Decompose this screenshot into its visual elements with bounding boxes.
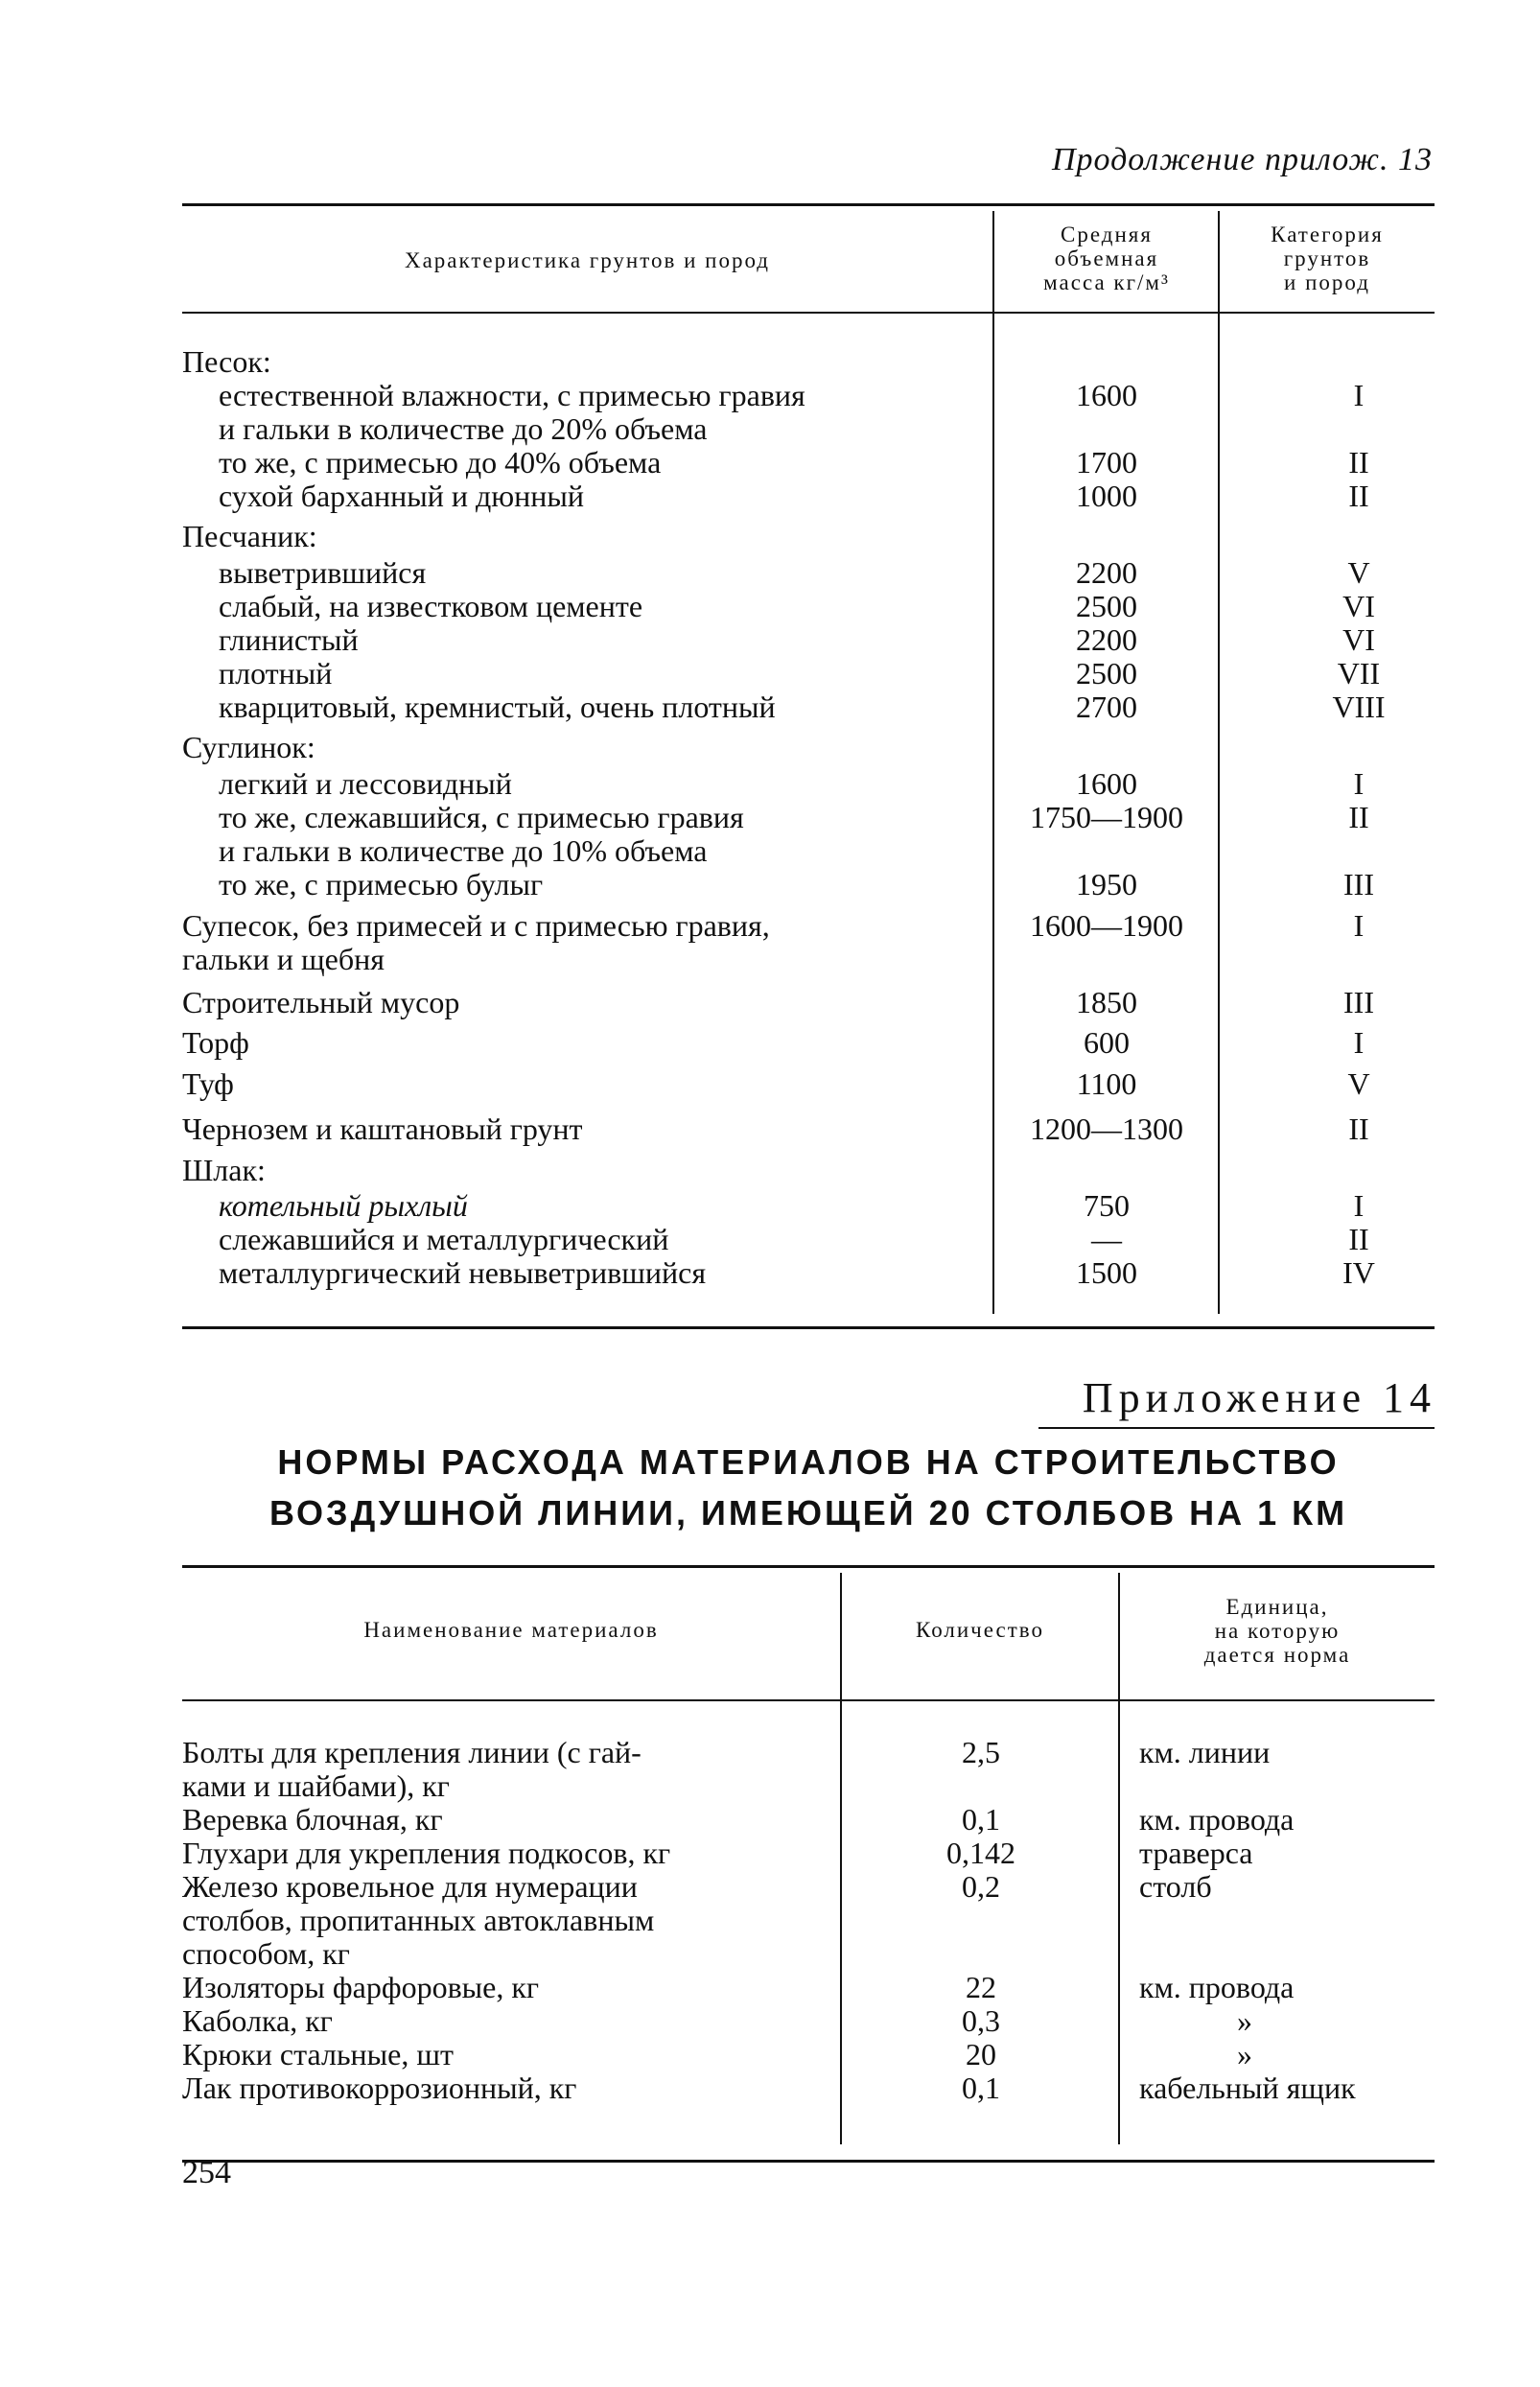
row-quantity: 2,5: [962, 1735, 1000, 1769]
row-material: ками и шайбами), кг: [182, 1768, 450, 1803]
row-name: глинистый: [219, 622, 359, 657]
row-category: VIII: [1332, 690, 1386, 724]
row-material: Изоляторы фарфоровые, кг: [182, 1970, 540, 2004]
row-name: Суглинок:: [182, 730, 315, 764]
header-category-line-3: и пород: [1284, 270, 1370, 294]
row-name: то же, с примесью до 40% объема: [219, 445, 662, 480]
row-material: столбов, пропитанных автоклавным: [182, 1903, 655, 1937]
row-name: сухой барханный и дюнный: [219, 479, 585, 513]
row-name: Строительный мусор: [182, 985, 460, 1019]
row-material: Глухари для укрепления подкосов, кг: [182, 1836, 671, 1870]
appendix-label-underline: [1038, 1427, 1435, 1429]
row-category: III: [1343, 867, 1374, 901]
table1-col-divider-1: [992, 211, 994, 1314]
row-unit: столб: [1139, 1869, 1212, 1904]
row-unit: траверса: [1139, 1836, 1253, 1870]
row-mass: 2500: [1076, 589, 1137, 623]
row-material: Крюки стальные, шт: [182, 2037, 454, 2071]
header-category: [1220, 222, 1435, 294]
row-mass: 1750—1900: [1030, 800, 1183, 834]
row-mass: 1950: [1076, 867, 1137, 901]
header-quantity: Количество: [916, 1618, 1044, 1642]
table1-header-rule: [182, 312, 1435, 314]
row-name: гальки и щебня: [182, 942, 385, 976]
row-name: и гальки в количестве до 20% объема: [219, 411, 708, 446]
row-category: II: [1348, 1112, 1369, 1146]
row-category: I: [1353, 378, 1365, 412]
row-category: I: [1353, 766, 1365, 801]
row-name: слежавшийся и металлургический: [219, 1222, 669, 1256]
header-mass-line-2: объемная: [1054, 246, 1159, 270]
row-quantity: 22: [966, 1970, 996, 2004]
row-name: металлургический невыветрившийся: [219, 1255, 707, 1290]
row-unit: »: [1237, 2037, 1252, 2071]
header-mass-line-3: масса кг/м³: [1043, 270, 1170, 294]
table2-top-rule: [182, 1565, 1435, 1568]
row-category: II: [1348, 445, 1369, 480]
row-category: IV: [1342, 1255, 1375, 1290]
row-quantity: 20: [966, 2037, 996, 2071]
row-category: II: [1348, 800, 1369, 834]
appendix-title-line-1: НОРМЫ РАСХОДА МАТЕРИАЛОВ НА СТРОИТЕЛЬСТВО: [277, 1442, 1340, 1482]
row-name: плотный: [219, 656, 333, 690]
row-mass: 1600: [1076, 766, 1137, 801]
row-name: котельный рыхлый: [219, 1188, 468, 1223]
row-quantity: 0,3: [962, 2003, 1000, 2038]
header-material-name: Наименование материалов: [363, 1618, 659, 1642]
row-category: II: [1348, 479, 1369, 513]
header-unit-line-2: на которую: [1214, 1619, 1341, 1643]
appendix-label: Приложение 14: [1082, 1374, 1436, 1421]
row-unit: км. провода: [1139, 1802, 1295, 1837]
row-name: кварцитовый, кремнистый, очень плотный: [219, 690, 776, 724]
page-number: 254: [182, 2155, 231, 2190]
table2-bottom-rule: [182, 2160, 1435, 2163]
row-name: Шлак:: [182, 1153, 266, 1187]
row-material: Лак противокоррозионный, кг: [182, 2071, 577, 2105]
row-name: Торф: [182, 1025, 249, 1060]
header-unit: [1120, 1595, 1435, 1667]
continuation-title: Продолжение прилож. 13: [1051, 142, 1433, 177]
row-material: Железо кровельное для нумерации: [182, 1869, 638, 1904]
row-category: V: [1347, 1066, 1370, 1101]
row-category: VI: [1342, 589, 1375, 623]
row-material: Болты для крепления линии (с гай-: [182, 1735, 642, 1769]
row-mass: 1850: [1076, 985, 1137, 1019]
table1-col-divider-2: [1218, 211, 1220, 1314]
row-name: и гальки в количестве до 10% объема: [219, 833, 708, 868]
row-mass: 600: [1084, 1025, 1130, 1060]
row-mass: 1600: [1076, 378, 1137, 412]
table1-bottom-rule: [182, 1326, 1435, 1329]
row-name: Чернозем и каштановый грунт: [182, 1112, 583, 1146]
row-name: Супесок, без примесей и с примесью гравия,: [182, 908, 770, 943]
row-material: способом, кг: [182, 1936, 350, 1971]
header-mass: [994, 222, 1219, 294]
row-name: то же, слежавшийся, с примесью гравия: [219, 800, 744, 834]
row-name: слабый, на известковом цементе: [219, 589, 643, 623]
row-category: III: [1343, 985, 1374, 1019]
header-unit-line-1: Единица,: [1225, 1595, 1329, 1619]
row-name: легкий и лессовидный: [219, 766, 512, 801]
row-quantity: 0,1: [962, 2071, 1000, 2105]
row-name: то же, с примесью булыг: [219, 867, 544, 901]
table1-top-rule: [182, 203, 1435, 206]
row-unit: км. провода: [1139, 1970, 1295, 2004]
row-mass: 2200: [1076, 555, 1137, 590]
appendix-title-line-2: ВОЗДУШНОЙ ЛИНИИ, ИМЕЮЩЕЙ 20 СТОЛБОВ НА 1 КМ: [268, 1493, 1348, 1533]
row-material: Веревка блочная, кг: [182, 1802, 443, 1837]
row-mass: 2200: [1076, 622, 1137, 657]
table2-header-rule: [182, 1699, 1435, 1701]
row-name: Песок:: [182, 344, 271, 379]
row-quantity: 0,142: [946, 1836, 1015, 1870]
row-mass: 1500: [1076, 1255, 1137, 1290]
row-material: Каболка, кг: [182, 2003, 333, 2038]
row-category: V: [1347, 555, 1370, 590]
row-quantity: 0,2: [962, 1869, 1000, 1904]
row-name: Туф: [182, 1066, 234, 1101]
row-name: выветрившийся: [219, 555, 427, 590]
row-category: VII: [1337, 656, 1381, 690]
header-unit-line-3: дается норма: [1203, 1643, 1351, 1667]
row-mass: 1600—1900: [1030, 908, 1183, 943]
header-category-line-2: грунтов: [1283, 246, 1371, 270]
row-name: Песчаник:: [182, 519, 317, 553]
row-mass: 1200—1300: [1030, 1112, 1183, 1146]
row-mass: 1100: [1076, 1066, 1137, 1101]
row-mass: 1000: [1076, 479, 1137, 513]
header-characteristic: Характеристика грунтов и пород: [404, 248, 771, 272]
row-mass: —: [1091, 1222, 1122, 1256]
row-name: естественной влажности, с примесью гравия: [219, 378, 805, 412]
row-category: II: [1348, 1222, 1369, 1256]
row-category: I: [1353, 1025, 1365, 1060]
row-mass: 750: [1084, 1188, 1130, 1223]
row-category: I: [1353, 1188, 1365, 1223]
row-unit: кабельный ящик: [1139, 2071, 1356, 2105]
row-quantity: 0,1: [962, 1802, 1000, 1837]
header-category-line-1: Категория: [1271, 222, 1384, 246]
row-mass: 2700: [1076, 690, 1137, 724]
row-category: VI: [1342, 622, 1375, 657]
row-mass: 2500: [1076, 656, 1137, 690]
row-unit: »: [1237, 2003, 1252, 2038]
row-mass: 1700: [1076, 445, 1137, 480]
header-mass-line-1: Средняя: [1061, 222, 1153, 246]
row-unit: км. линии: [1139, 1735, 1271, 1769]
row-category: I: [1353, 908, 1365, 943]
